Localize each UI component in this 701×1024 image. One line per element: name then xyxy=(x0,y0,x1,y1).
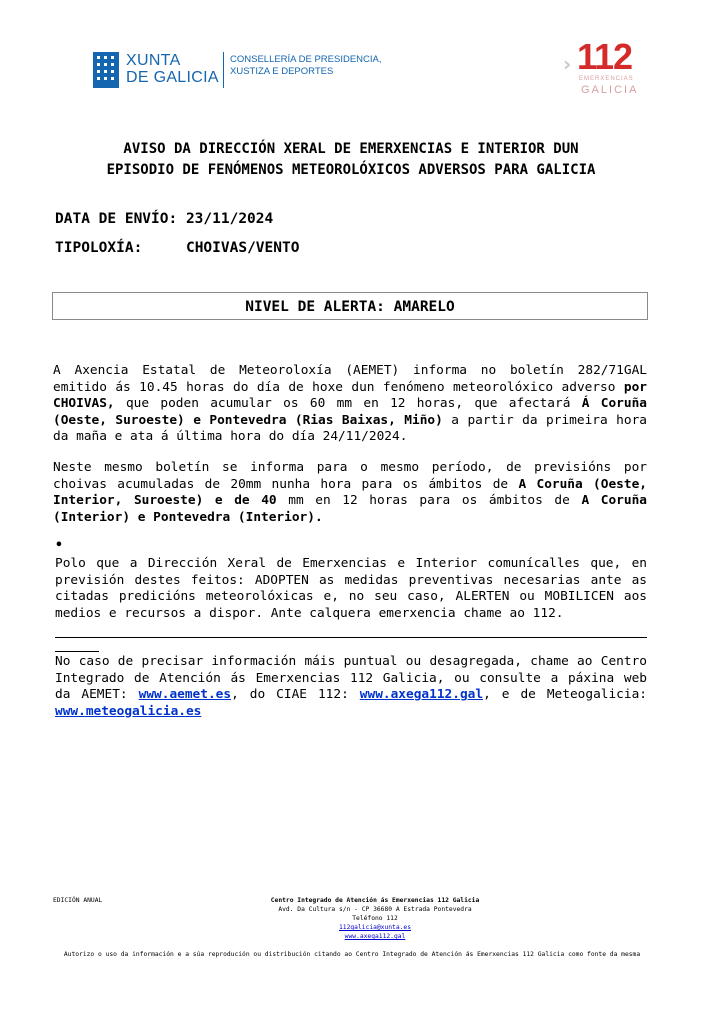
footer-note: Autorizo o uso da información e a súa reprodución ou distribución citando ao Centro Integrado de Atención ás Emerxencias 112 Galicia como fonte da mesma xyxy=(63,951,641,958)
footer-email-link[interactable]: 112galicia@xunta.es xyxy=(338,924,412,931)
footer-address: Avd. Da Cultura s/n - CP 36680 A Estrada Pontevedra xyxy=(278,906,472,913)
xunta-emblem-icon xyxy=(93,52,119,88)
p2-bold2: A Coruña (Interior) e Pontevedra (Interior). xyxy=(53,493,647,525)
bullet: • xyxy=(55,538,63,553)
paragraph-forecast xyxy=(53,460,647,526)
logo-112 xyxy=(563,36,643,98)
paragraph-contact xyxy=(55,654,647,720)
link-axega112[interactable]: www.axega112.gal xyxy=(359,687,484,702)
department-name xyxy=(230,54,382,78)
p1-bold-areas: Á Coruña (Oeste, Suroeste) e Pontevedra (Rias Baixas, Miño) xyxy=(53,396,647,428)
p1-text3: a partir da primeira hora da maña e ata á última hora do día 24/11/2024. xyxy=(53,412,647,444)
title-line2: EPISODIO DE FENÓMENOS METEOROLÓXICOS ADVERSOS PARA GALICIA xyxy=(106,162,596,178)
p4-text1: No caso de precisar información máis puntual ou desagregada, chame ao Centro Integrado de Atención ás Emerxencias 112 Galicia, ou consulte a páxina web da AEMET: xyxy=(55,654,647,702)
p2-bold1: A Coruña (Oeste, Interior, Suroeste) e de 40 xyxy=(53,476,647,508)
p4-text2: , do CIAE 112: xyxy=(231,687,360,702)
p2-text1: Neste mesmo boletín se informa para o mesmo período, de previsións por choivas acumuladas de 20mm nunha hora para os ámbitos de xyxy=(53,460,647,492)
xunta-name-line2: DE GALICIA xyxy=(126,69,219,86)
logo-112-number: 112 xyxy=(577,36,633,77)
p1-text2: que poden acumular os 60 mm en 12 horas, que afectará xyxy=(114,396,582,411)
xunta-divider xyxy=(223,52,224,88)
typology xyxy=(55,240,299,256)
p4-text3: , e de Meteogalicia: xyxy=(483,687,647,702)
send-date-value: 23/11/2024 xyxy=(185,211,274,227)
link-meteogalicia[interactable]: www.meteogalicia.es xyxy=(55,703,202,719)
document-title xyxy=(55,139,647,181)
paragraph-measures: Polo que a Dirección Xeral de Emerxencias e Interior comunícalles que, en previsión destes feitos: ADOPTEN as medidas preventivas necesarias ante as citadas predicións meteorolóxicas e, no seu caso, ALERTEN ou MOBILICEN aos medios e recursos a dispor. Ante calquera emerxencia chame ao 112. xyxy=(55,556,647,621)
department-line2: XUSTIZA E DEPORTES xyxy=(230,66,334,77)
title-line1: AVISO DA DIRECCIÓN XERAL DE EMERXENCIAS E INTERIOR DUN xyxy=(123,141,579,157)
alert-level-box: NIVEL DE ALERTA: AMARELO xyxy=(52,292,648,320)
p2-text2: mm en 12 horas para os ámbitos de xyxy=(276,493,582,508)
link-aemet[interactable]: www.aemet.es xyxy=(138,687,232,702)
footer-contact xyxy=(240,896,510,941)
footer-phone: Teléfono 112 xyxy=(352,915,398,922)
divider-line-short xyxy=(55,651,99,652)
typology-label: TIPOLOXÍA: xyxy=(55,240,143,256)
send-date-label: DATA DE ENVÍO: xyxy=(55,211,178,227)
footer-edition: EDICIÓN ANUAL xyxy=(53,897,103,904)
footer-website-link[interactable]: www.axega112.gal xyxy=(344,933,406,940)
divider-line xyxy=(55,637,647,638)
p1-bold1: por CHOIVAS, xyxy=(53,379,647,411)
paragraph-aemet-bulletin xyxy=(53,363,647,446)
xunta-name-line1: XUNTA xyxy=(126,52,181,69)
xunta-name xyxy=(126,52,219,86)
typology-value: CHOIVAS/VENTO xyxy=(185,240,300,256)
department-line1: CONSELLERÍA DE PRESIDENCIA, xyxy=(230,54,382,65)
logo-112-sub1: EMERXENCIAS xyxy=(579,76,634,82)
logo-112-sub2: GALICIA xyxy=(581,84,639,96)
chevron-right-icon: › xyxy=(563,52,572,76)
footer-center-name: Centro Integrado de Atención ás Emerxencias 112 Galicia xyxy=(270,897,480,904)
send-date xyxy=(55,211,273,227)
p1-text1: A Axencia Estatal de Meteoroloxía (AEMET) informa no boletín 282/71GAL emitido ás 10.45 horas do día de hoxe dun fenómeno meteorolóxico adverso xyxy=(53,363,647,395)
